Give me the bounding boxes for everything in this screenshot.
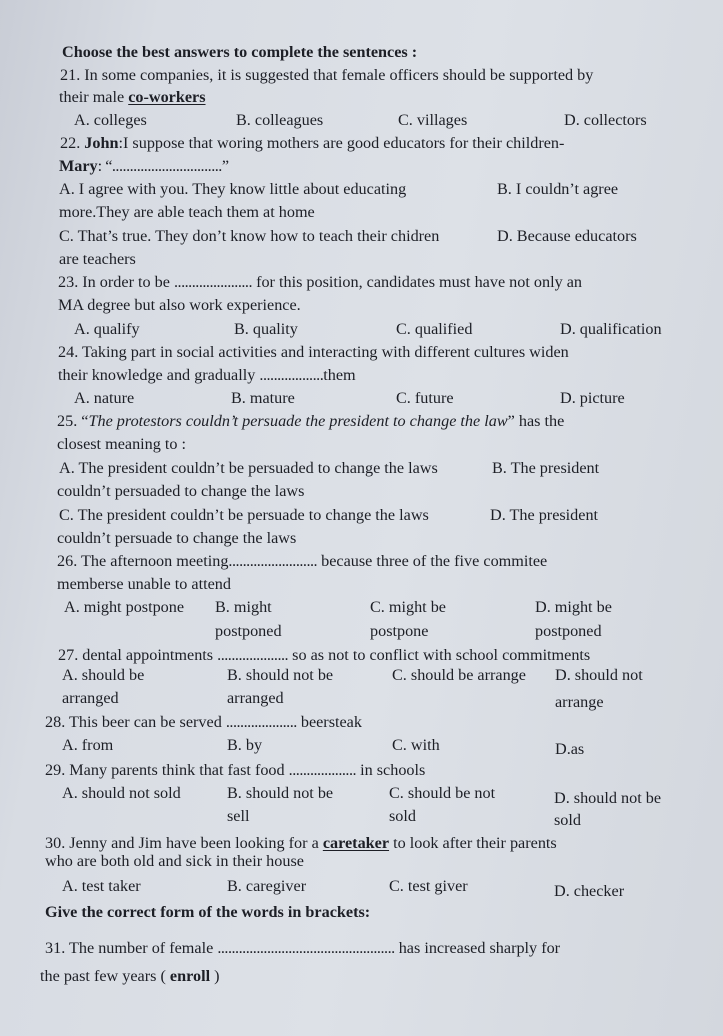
q28-option-d[interactable]: D.as [555, 740, 585, 758]
q23-option-c[interactable]: C. qualified [396, 320, 473, 338]
q23-option-a[interactable]: A. qualify [74, 320, 140, 338]
q30-option-d[interactable]: D. checker [554, 882, 625, 900]
q27-blank[interactable]: .................... [217, 646, 289, 664]
q29-option-a[interactable]: A. should not sold [62, 784, 181, 802]
q25-quote: The protestors couldn’t persuade the president to change the law [88, 412, 508, 430]
q26-blank[interactable]: ......................... [228, 552, 318, 570]
q22-option-b[interactable]: B. I couldn’t agree [497, 180, 619, 198]
q24-blank[interactable]: .................. [259, 366, 324, 384]
q28-blank[interactable]: .................... [225, 713, 297, 731]
q21-option-c[interactable]: C. villages [398, 111, 468, 129]
q24-option-b[interactable]: B. mature [231, 389, 295, 407]
q24-option-d[interactable]: D. picture [560, 389, 625, 407]
q26-option-d[interactable]: D. might be [535, 598, 612, 616]
q30-keyword: caretaker [322, 834, 390, 852]
q22-option-d[interactable]: D. Because educators [497, 227, 637, 245]
q25-option-c[interactable]: C. The president couldn’t be persuade to change the laws [59, 506, 429, 524]
q22-option-c[interactable]: C. That’s true. They don’t know how to teach their chidren [59, 227, 440, 245]
q30-option-a[interactable]: A. test taker [62, 877, 141, 895]
worksheet-page: Choose the best answers to complete the sentences : 21. In some companies, it is suggested that female officers should be supported by their male co-workers A. colleges B. colleagues C. villages D. collectors 22. John:I suppose that woring mothers are good educators for their children- Mary: “...............................” A. I agree with you. They know little about educating B. I couldn’t agree more.They are able teach them at home C. That’s true. They don’t know how to teach their chidren D. Because educators are teachers 23. In order to be ...................... for this position, candidates must have not only an MA degree but also work experience. A. qualify B. quality C. qualified D. qualification 24. Taking part in social activities and interacting with different cultures widen their knowledge and gradually ..................them A. nature B. mature C. future D. picture 25. “The protestors couldn’t persuade the president to change the law” has the closest meaning to : A. The president couldn’t be persuaded to change the laws B. The president couldn’t persuaded to change the laws C. The president couldn’t be persuade to change the laws D. The president couldn’t persuade to change the laws 26. The afternoon meeting......................... because three of the five commitee memberse unable to attend A. might postpone B. might C. might be D. might be postponed postpone postponed 27. dental appointments .................... so as not to conflict with school commitments A. should be B. should not be C. should be arrange D. should not arranged arranged arrange 28. This beer can be served .................... beersteak A. from B. by C. with D.as 29. Many parents think that fast food ................... in schools A. should not sold B. should not be C. should be not D. should not be sell sold sold 30. Jenny and Jim have been looking for a caretaker to look after their parents who are both old and sick in their house A. test taker B. caregiver C. test giver D. checker Give the correct form of the words in brackets: 31. The number of female .................................................. has increased sharply for the past few years ( enroll ) [40, 43, 662, 985]
q28-option-b[interactable]: B. by [227, 736, 263, 754]
q29-option-b[interactable]: B. should not be [227, 784, 334, 802]
q26-option-c[interactable]: C. might be [370, 598, 446, 616]
q28-option-a[interactable]: A. from [62, 736, 114, 754]
q25-option-b[interactable]: B. The president [492, 459, 600, 477]
q27-option-c[interactable]: C. should be arrange [392, 666, 526, 684]
q23-option-d[interactable]: D. qualification [560, 320, 662, 338]
q21-keyword: co-workers [128, 88, 206, 106]
q23-blank[interactable]: ...................... [173, 273, 253, 291]
q23-option-b[interactable]: B. quality [234, 320, 298, 338]
q22-option-a[interactable]: A. I agree with you. They know little about educating [59, 180, 407, 198]
q28-option-c[interactable]: C. with [392, 736, 440, 754]
q24-option-a[interactable]: A. nature [74, 389, 135, 407]
q29-blank[interactable]: ................... [288, 761, 357, 779]
q27-option-d[interactable]: D. should not [555, 666, 643, 684]
q26-option-a[interactable]: A. might postpone [64, 598, 185, 616]
q30-option-c[interactable]: C. test giver [389, 877, 468, 895]
q24-option-c[interactable]: C. future [396, 389, 454, 407]
q29-option-c[interactable]: C. should be not [389, 784, 496, 802]
q25-option-d[interactable]: D. The president [490, 506, 599, 524]
q29-option-d[interactable]: D. should not be [554, 789, 662, 807]
q21-option-d[interactable]: D. collectors [564, 111, 647, 129]
q25-option-a[interactable]: A. The president couldn’t be persuaded to change the laws [59, 459, 438, 477]
q30-option-b[interactable]: B. caregiver [227, 877, 307, 895]
q27-option-a[interactable]: A. should be [62, 666, 145, 684]
q26-option-b[interactable]: B. might [215, 598, 272, 616]
q21-option-b[interactable]: B. colleagues [236, 111, 324, 129]
q31-blank[interactable]: .................................................. [217, 939, 395, 957]
q27-option-b[interactable]: B. should not be [227, 666, 334, 684]
q31-word: enroll [169, 967, 211, 985]
q21-option-a[interactable]: A. colleges [74, 111, 147, 129]
